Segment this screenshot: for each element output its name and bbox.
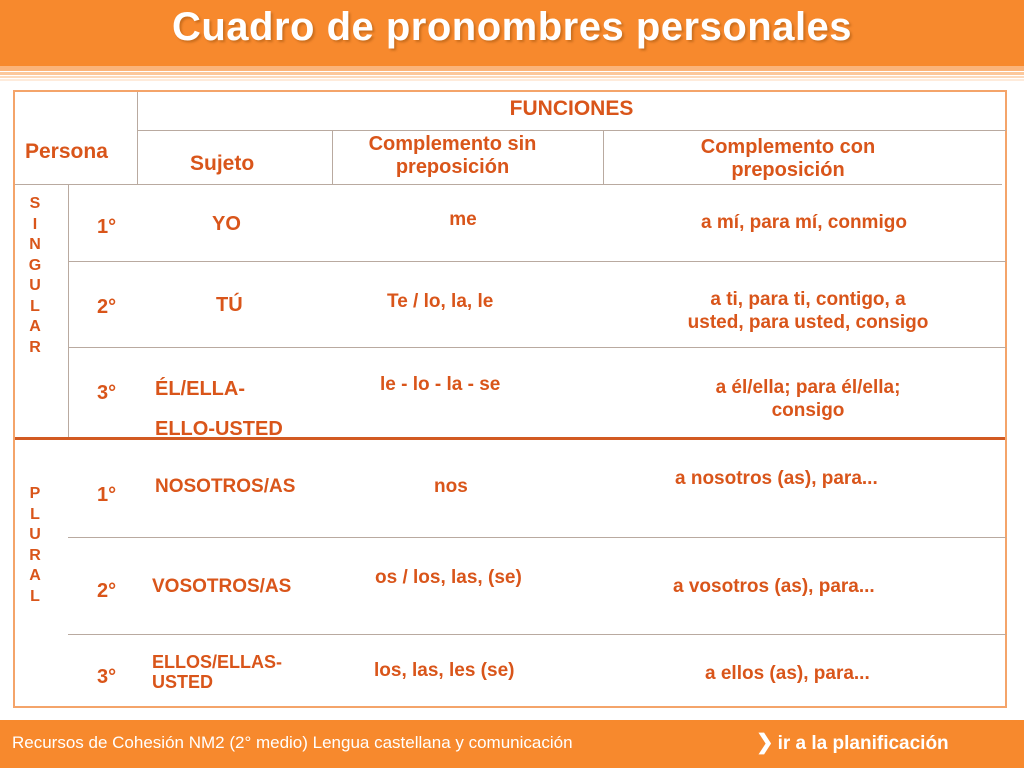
con-prep-cell: a mí, para mí, conmigo	[701, 212, 907, 233]
grid-line	[15, 184, 1002, 185]
sin-prep-cell: le - lo - la - se	[380, 374, 501, 395]
decorative-stripe	[0, 66, 1024, 71]
con-prep-cell: a él/ella; para él/ella; consigo	[715, 377, 901, 421]
sujeto-cell: VOSOTROS/AS	[152, 576, 292, 597]
con-prep-cell: a ti, para ti, contigo, a usted, para usted, consigo	[687, 289, 929, 333]
con-prep-cell: a ellos (as), para...	[705, 663, 870, 684]
sujeto-cell: NOSOTROS/AS	[155, 476, 296, 497]
grid-line	[68, 261, 1006, 262]
decorative-stripe	[0, 79, 1024, 81]
decorative-stripe	[0, 72, 1024, 75]
complemento-sin-header: Complemento sin preposición	[368, 133, 537, 178]
con-prep-cell: a vosotros (as), para...	[673, 576, 875, 597]
con-prep-cell: a nosotros (as), para...	[675, 468, 878, 489]
persona-number: 3°	[97, 382, 117, 404]
sin-prep-cell: Te / lo, la, le	[387, 291, 494, 312]
grid-line	[68, 184, 69, 439]
chevron-right-icon: ❯	[756, 731, 774, 754]
page-title: Cuadro de pronombres personales	[171, 5, 853, 49]
singular-label: S I N G U L A R	[28, 195, 42, 356]
sin-prep-cell: nos	[434, 476, 468, 497]
persona-header: Persona	[25, 140, 108, 163]
sujeto-cell: YO	[212, 213, 241, 235]
sujeto-cell: TÚ	[216, 294, 243, 316]
plural-label: P L U R A L	[29, 485, 41, 605]
sujeto-header: Sujeto	[190, 152, 255, 175]
grid-line	[68, 537, 1006, 538]
grid-line	[68, 347, 1006, 348]
sin-prep-cell: os / los, las, (se)	[375, 567, 522, 588]
funciones-header: FUNCIONES	[509, 97, 634, 120]
planificacion-link[interactable]	[756, 730, 949, 755]
persona-number: 2°	[97, 580, 117, 602]
grid-line	[68, 634, 1006, 635]
persona-number: 3°	[97, 666, 117, 688]
persona-number: 1°	[97, 216, 117, 238]
grid-line	[137, 130, 1006, 131]
sujeto-cell: ÉL/ELLA- ELLO-USTED	[155, 378, 283, 440]
persona-number: 1°	[97, 484, 117, 506]
complemento-con-header: Complemento con preposición	[700, 136, 876, 181]
sin-prep-cell: me	[449, 209, 477, 230]
decorative-stripe	[0, 76, 1024, 78]
planificacion-link-label: ir a la planificación	[777, 733, 949, 754]
persona-number: 2°	[97, 296, 117, 318]
footer-text: Recursos de Cohesión NM2 (2° medio) Lengua castellana y comunicación	[12, 733, 573, 752]
sujeto-cell: ELLOS/ELLAS- USTED	[152, 652, 282, 692]
sin-prep-cell: los, las, les (se)	[374, 660, 515, 681]
